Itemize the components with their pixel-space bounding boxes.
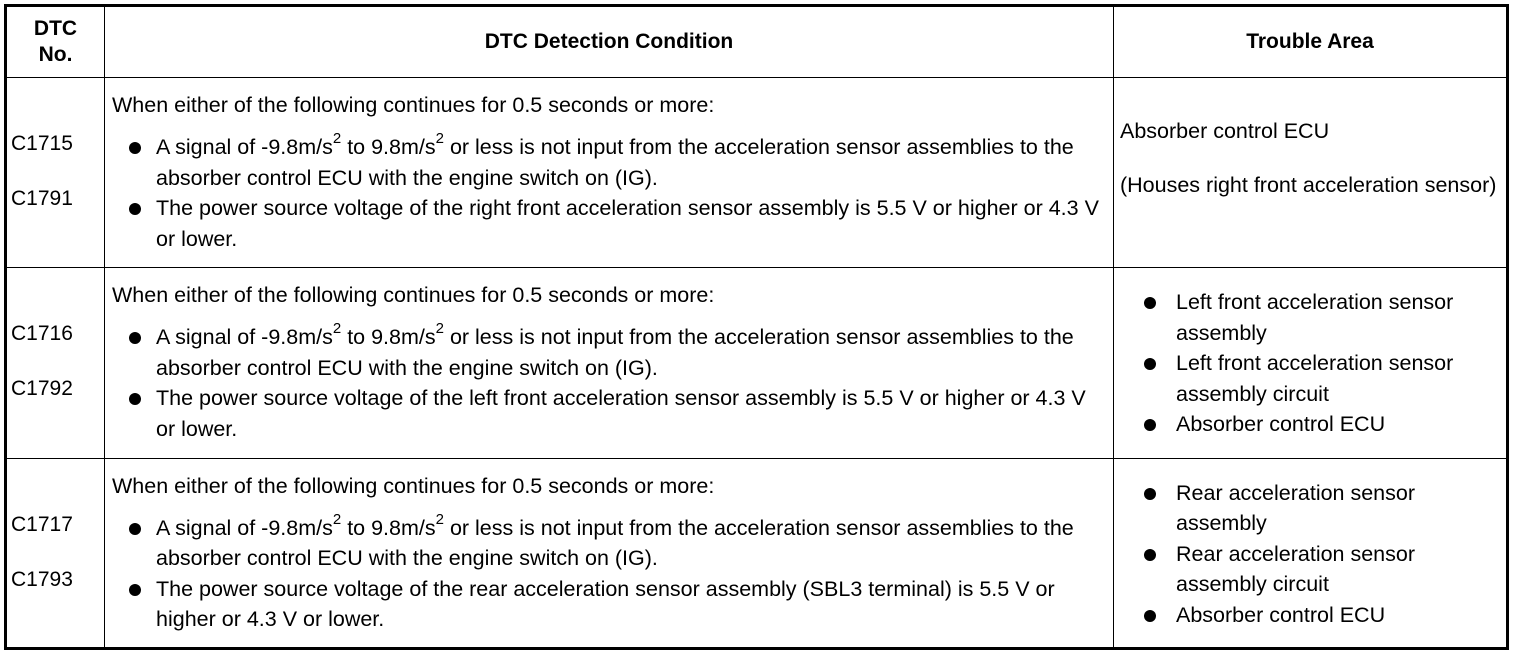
bullet-icon xyxy=(1144,610,1156,622)
header-dtc-no-line1: DTC xyxy=(33,17,78,40)
condition-list xyxy=(112,129,1103,254)
voltage-text: The power source voltage of the left front acceleration sensor assembly is 5.5 V or higher or 4.3 V or lower. xyxy=(156,386,1086,441)
condition-list xyxy=(112,322,1103,444)
header-row xyxy=(6,6,1508,78)
detection-condition-cell xyxy=(105,78,1114,268)
table-row xyxy=(6,78,1508,268)
bullet-icon xyxy=(129,584,141,596)
superscript: 2 xyxy=(435,510,444,528)
signal-text-pre: A signal of -9.8m/s xyxy=(156,515,333,540)
dtc-code: C1791 xyxy=(11,187,73,210)
trouble-area-cell xyxy=(1114,268,1508,458)
signal-text-post: or less is not input from the acceleration sensor assemblies to the absorber control ECU with the engine switch on (IG). xyxy=(156,515,1074,571)
header-condition: DTC Detection Condition xyxy=(105,6,1114,78)
trouble-area-cell xyxy=(1114,458,1508,648)
dtc-code-cell xyxy=(6,458,105,648)
signal-text-post: or less is not input from the acceleration sensor assemblies to the absorber control ECU with the engine switch on (IG). xyxy=(156,325,1074,380)
voltage-text: The power source voltage of the rear acceleration sensor assembly (SBL3 terminal) is 5.5 V or higher or 4.3 V or lower. xyxy=(156,576,1055,632)
trouble-area-list xyxy=(1120,287,1500,440)
dtc-code: C1716 xyxy=(11,322,73,346)
trouble-area-text: Absorber control ECU xyxy=(1120,119,1330,143)
superscript: 2 xyxy=(435,129,444,147)
condition-item-voltage xyxy=(112,383,1103,444)
table-row xyxy=(6,268,1508,458)
trouble-area-list xyxy=(1120,478,1500,631)
dtc-code: C1715 xyxy=(11,132,73,155)
bullet-icon xyxy=(1144,297,1156,309)
bullet-icon xyxy=(129,142,141,154)
signal-text-mid: to 9.8m/s xyxy=(341,135,436,159)
detection-condition-cell xyxy=(105,458,1114,648)
trouble-area-item xyxy=(1120,600,1500,631)
superscript: 2 xyxy=(332,129,342,147)
trouble-area-cell xyxy=(1114,78,1508,268)
trouble-area-text: (Houses right front acceleration sensor) xyxy=(1120,173,1497,197)
trouble-area-item xyxy=(1120,539,1500,600)
dtc-code-cell xyxy=(6,268,105,458)
condition-intro: When either of the following continues for 0.5 seconds or more: xyxy=(112,283,715,308)
detection-condition-cell xyxy=(105,268,1114,458)
trouble-area-item xyxy=(1120,409,1500,440)
signal-text-mid: to 9.8m/s xyxy=(341,515,436,540)
signal-text-pre: A signal of -9.8m/s xyxy=(156,135,333,159)
trouble-area-item-text: Rear acceleration sensor assembly circuit xyxy=(1176,541,1416,597)
bullet-icon xyxy=(1144,488,1156,500)
bullet-icon xyxy=(129,523,141,535)
bullet-icon xyxy=(1144,358,1156,370)
bullet-icon xyxy=(129,203,141,215)
trouble-area-item-text: Left front acceleration sensor assembly xyxy=(1176,290,1454,345)
bullet-icon xyxy=(129,332,141,344)
dtc-code: C1717 xyxy=(11,512,73,536)
dtc-table xyxy=(4,4,1506,650)
header-dtc-no xyxy=(6,6,105,78)
dtc-code-cell xyxy=(6,78,105,268)
signal-text-pre: A signal of -9.8m/s xyxy=(156,325,333,350)
condition-item-voltage xyxy=(112,193,1103,254)
superscript: 2 xyxy=(435,320,444,338)
trouble-area-item xyxy=(1120,348,1500,409)
trouble-area-item-text: Absorber control ECU xyxy=(1176,412,1386,437)
trouble-area-item xyxy=(1120,478,1500,539)
condition-item-signal xyxy=(112,510,1103,574)
bullet-icon xyxy=(129,393,141,405)
table-row xyxy=(6,458,1508,648)
condition-item-signal xyxy=(112,129,1103,193)
header-trouble-area: Trouble Area xyxy=(1114,6,1508,78)
dtc-code: C1793 xyxy=(11,567,73,591)
condition-item-voltage xyxy=(112,574,1103,635)
trouble-area-item-text: Absorber control ECU xyxy=(1176,602,1386,627)
condition-intro: When either of the following continues for 0.5 seconds or more: xyxy=(112,93,715,117)
superscript: 2 xyxy=(332,510,342,528)
voltage-text: The power source voltage of the right front acceleration sensor assembly is 5.5 V or higher or 4.3 V or lower. xyxy=(156,196,1099,251)
signal-text-post: or less is not input from the acceleration sensor assemblies to the absorber control ECU with the engine switch on (IG). xyxy=(156,135,1074,190)
superscript: 2 xyxy=(332,320,342,338)
condition-list xyxy=(112,510,1103,635)
trouble-area-item-text: Left front acceleration sensor assembly circuit xyxy=(1176,351,1454,406)
trouble-area-item-text: Rear acceleration sensor assembly xyxy=(1176,480,1416,536)
header-dtc-no-line2: No. xyxy=(38,43,73,66)
dtc-code: C1792 xyxy=(11,377,73,401)
condition-intro: When either of the following continues for 0.5 seconds or more: xyxy=(112,473,715,498)
trouble-area-item xyxy=(1120,287,1500,348)
signal-text-mid: to 9.8m/s xyxy=(341,325,436,350)
bullet-icon xyxy=(1144,549,1156,561)
dtc-table-grid xyxy=(4,4,1509,650)
condition-item-signal xyxy=(112,322,1103,383)
bullet-icon xyxy=(1144,419,1156,431)
